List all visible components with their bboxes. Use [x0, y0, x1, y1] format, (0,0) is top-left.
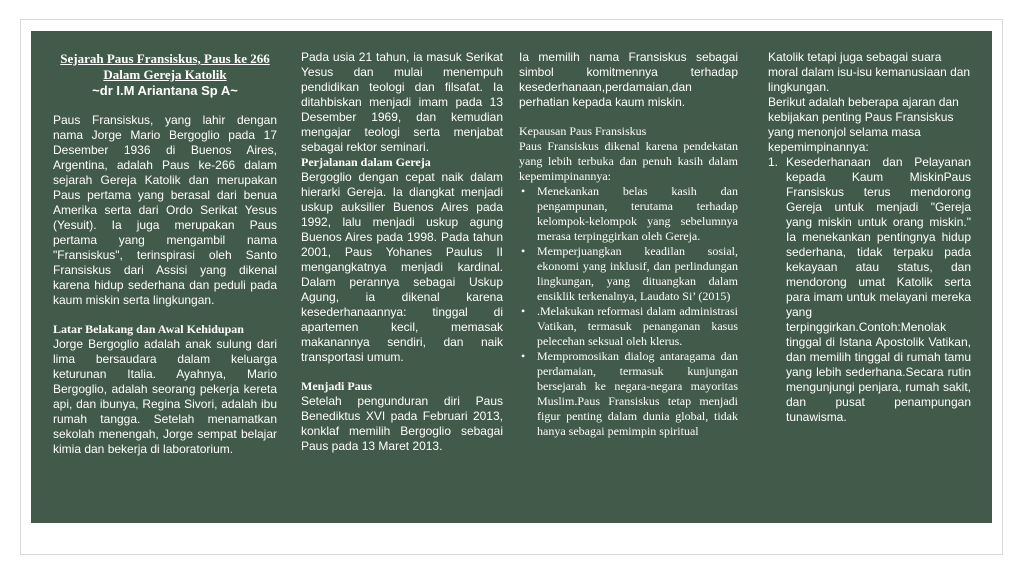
section-heading-becoming-pope: Menjadi Paus: [301, 379, 373, 393]
column-3: [519, 50, 738, 439]
item-text: Kesederhanaan dan Pelayanan kepada Kaum MiskinPaus Fransiskus terus mendorong Gereja untuk menjadi "Gereja yang miskin untuk orang miskin." Ia menekankan pentingnya hidup sederhana, tidak terpaku pada kekayaan atau status, dan mendorong umat Katolik serta para imam untuk melayani mereka yang terpinggirkan.Contoh:Menolak tinggal di Istana Apostolik Vatikan, dan memilih tinggal di rumah tamu yang lebih sederhana.Secara rutin mengunjungi penjara, rumah sakit, dan pusat penampungan tunawisma.: [786, 155, 971, 424]
teachings-lead-paragraph: Berikut adalah beberapa ajaran dan kebijakan penting Paus Fransiskus yang menonjol selama masa kepemimpinannya:: [768, 95, 959, 154]
background-paragraph: Jorge Bergoglio adalah anak sulung dari lima bersaudara dalam keluarga keturunan Italia. Ayahnya, Mario Bergoglio, adalah seorang pekerja kereta api, dan ibunya, Regina Sivori, adalah ibu rumah tangga. Setelah menamatkan sekolah menengah, Jorge sempat belajar kimia dan bekerja di laboratorium.: [53, 337, 277, 456]
bullet-icon: •: [521, 244, 526, 258]
section-heading-background: Latar Belakang dan Awal Kehidupan: [53, 322, 244, 336]
column-2: [301, 50, 503, 454]
list-item: • Mempromosikan dialog antaragama dan perdamaian, termasuk kunjungan bersejarah ke negara-negara mayoritas Muslim.Paus Fransiskus tetap menjadi figur penting dalam dunia global, tidak hanya sebagai pemimpin spiritual: [521, 349, 738, 438]
list-item: • Menekankan belas kasih dan pengampunan, terutama terhadap kelompok-kelompok yang sebelumnya merasa terpinggirkan oleh Gereja.: [521, 184, 738, 243]
list-item: • .Melakukan reformasi dalam administrasi Vatikan, termasuk penanganan kasus pelecehan seksual oleh klerus.: [521, 304, 738, 348]
priesthood-paragraph: Pada usia 21 tahun, ia masuk Serikat Yesus dan mulai menempuh pendidikan teologi dan filsafat. Ia ditahbiskan menjadi imam pada 13 Desember 1969, dan kemudian mengajar teologi serta menjabat sebagai rektor seminari.: [301, 50, 503, 154]
article-author: ~dr I.M Ariantana Sp A~: [92, 83, 238, 98]
intro-paragraph: Paus Fransiskus, yang lahir dengan nama Jorge Mario Bergoglio pada 17 Desember 1936 di Buenos Aires, Argentina, adalah Paus ke-266 dalam sejarah Gereja Katolik dan merupakan Paus pertama yang berasal dari benua Amerika serta dari Ordo Serikat Yesus (Yesuit). Ia juga merupakan Paus pertama yang mengambil nama "Fransiskus", terinspirasi oleh Santo Fransiskus dari Assisi yang dikenal karena hidup sederhana dan peduli pada kaum miskin serta lingkungan.: [53, 113, 277, 307]
numbered-item: [768, 155, 971, 425]
bullet-icon: •: [521, 304, 526, 318]
church-journey-paragraph: Bergoglio dengan cepat naik dalam hierarki Gereja. Ia diangkat menjadi uskup auksilier Buenos Aires pada 1992, lalu menjadi uskup agung Buenos Aires pada 1998. Pada tahun 2001, Paus Yohanes Paulus II mengangkatnya menjadi kardinal. Dalam perannya sebagai Uskup Agung, ia dikenal karena kesederhanaannya: tinggal di apartemen kecil, memasak makanannya sendiri, dan naik transportasi umum.: [301, 170, 503, 364]
bullet-icon: •: [521, 184, 526, 198]
article-panel: [31, 31, 992, 523]
moral-voice-paragraph: Katolik tetapi juga sebagai suara moral dalam isu-isu kemanusiaan dan lingkungan.: [768, 50, 971, 94]
column-1: [53, 51, 277, 457]
becoming-pope-paragraph: Setelah pengunduran diri Paus Benediktus XVI pada Februari 2013, konklaf memilih Bergoglio sebagai Paus pada 13 Maret 2013.: [301, 394, 503, 453]
list-item: • Memperjuangkan keadilan sosial, ekonomi yang inklusif, dan perlindungan lingkungan, yang dituangkan dalam ensiklik terkenalnya, Laudato Si’ (2015): [521, 244, 738, 303]
section-heading-church-journey: Perjalanan dalam Gereja: [301, 155, 431, 169]
section-heading-papacy: Kepausan Paus Fransiskus: [519, 124, 647, 138]
column-4: [768, 50, 971, 425]
article-title: Sejarah Paus Fransiskus, Paus ke 266 Dalam Gereja Katolik: [60, 51, 270, 82]
papacy-bullet-list: [519, 184, 738, 439]
item-number: 1.: [768, 155, 779, 169]
papacy-lead-paragraph: Paus Fransiskus dikenal karena pendekatan yang lebih terbuka dan penuh kasih dalam kepemimpinannya:: [519, 139, 738, 183]
bullet-icon: •: [521, 349, 526, 363]
papal-name-paragraph: Ia memilih nama Fransiskus sebagai simbol komitmennya terhadap kesederhanaan,perdamaian,dan perhatian kepada kaum miskin.: [519, 50, 738, 109]
